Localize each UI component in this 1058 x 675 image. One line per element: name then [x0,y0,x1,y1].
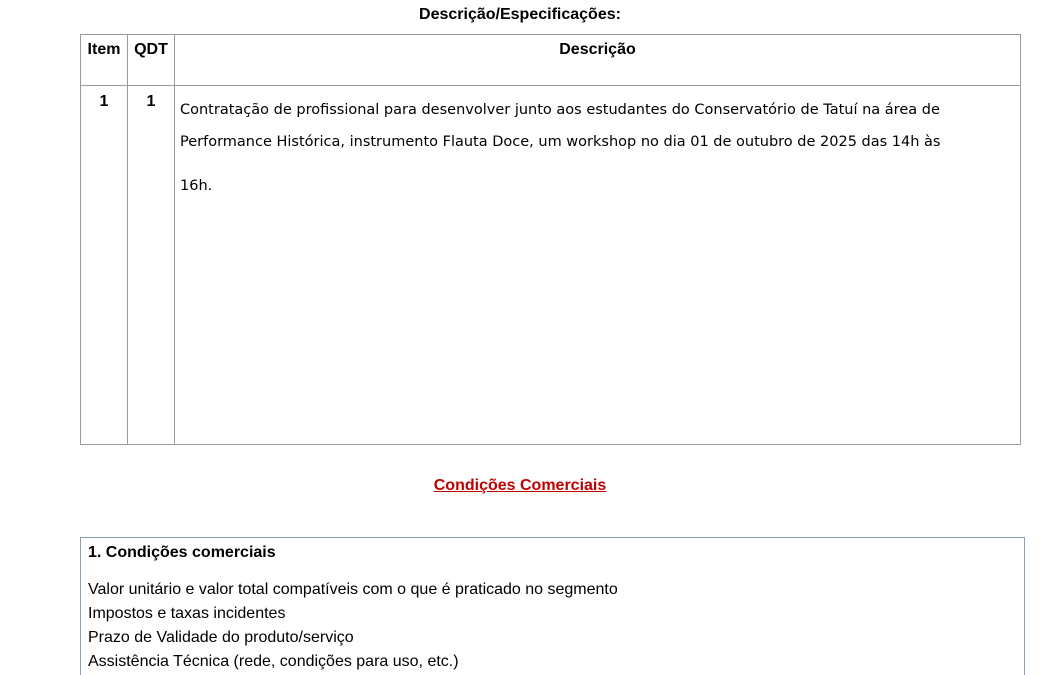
description-line: Contratação de profissional para desenvolver junto aos estudantes do Conservatório de Tatuí na área de [180,102,940,118]
conditions-heading: 1. Condições comerciais [88,544,276,561]
spec-table [80,34,1021,445]
conditions-item: Prazo de Validade do produto/serviço [88,629,354,646]
conditions-box [80,537,1025,675]
conditions-item: Assistência Técnica (rede, condições para uso, etc.) [88,653,459,670]
conditions-item: Valor unitário e valor total compatíveis com o que é praticado no segmento [88,581,618,598]
conditions-item: Impostos e taxas incidentes [88,605,286,622]
cell-qdt: 1 [128,86,175,445]
cell-item: 1 [81,86,128,445]
table-row [81,86,1021,445]
commercial-section-title: Condições Comerciais [433,477,607,494]
header-item: Item [81,35,128,86]
header-qdt: QDT [128,35,175,86]
description-line: 16h. [180,178,213,194]
description-line: Performance Histórica, instrumento Flauta Doce, um workshop no dia 01 de outubro de 2025 das 14h às [180,134,941,150]
cell-description [175,86,1021,445]
header-descricao: Descrição [175,35,1021,86]
spec-section-title: Descrição/Especificações: [419,6,621,23]
table-header-row [81,35,1021,86]
